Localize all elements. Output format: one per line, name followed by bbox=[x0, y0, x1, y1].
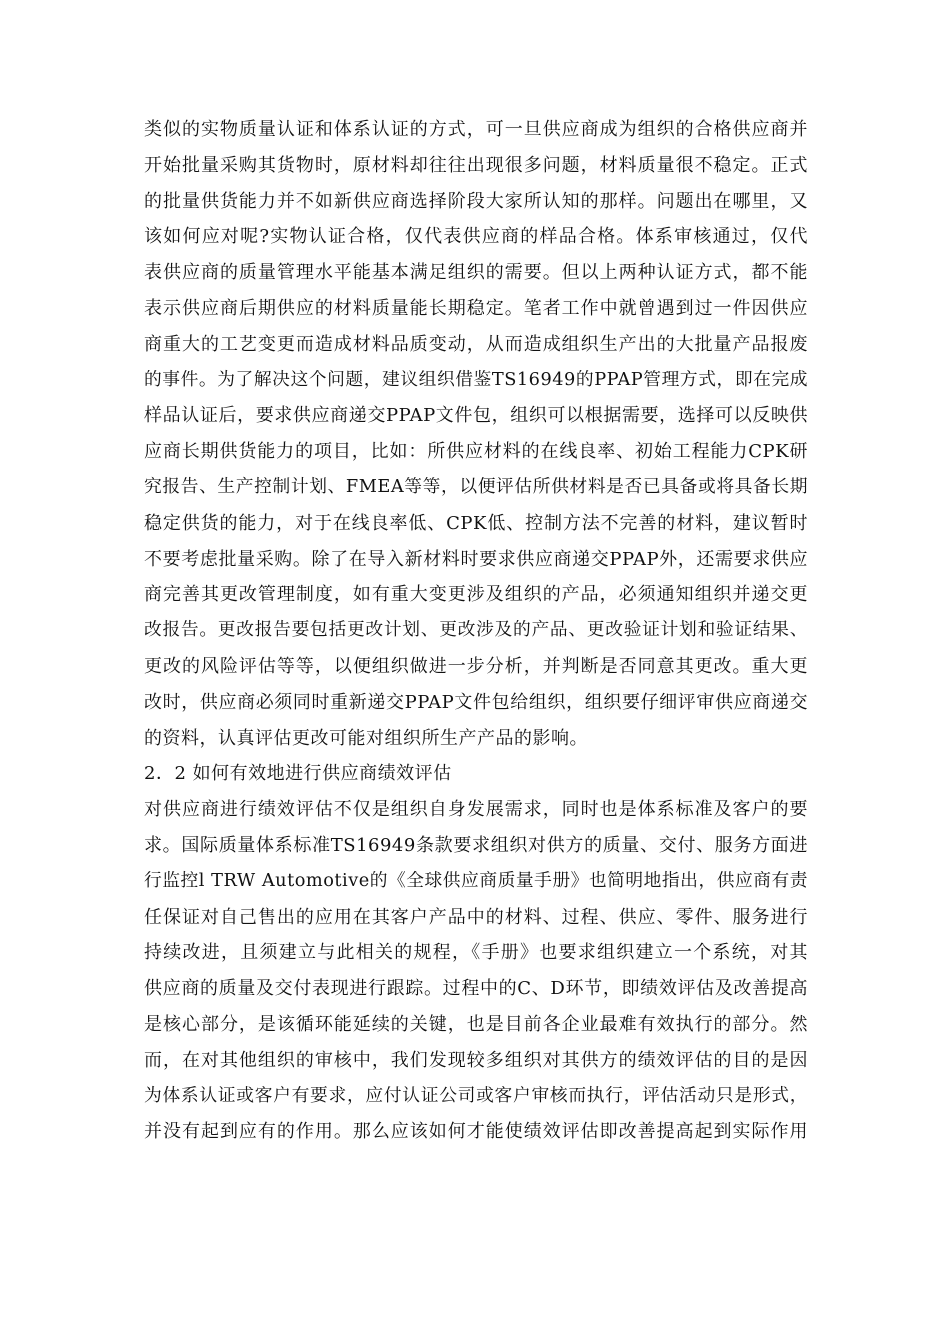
paragraph-line: 开始批量采购其货物时，原材料却往往出现很多问题，材料质量很不稳定。正式 bbox=[144, 154, 808, 176]
paragraph-line: 求。国际质量体系标准TS16949条款要求组织对供方的质量、交付、服务方面进 bbox=[144, 834, 808, 856]
paragraph-line: 行监控l TRW Automotive的《全球供应商质量手册》也简明地指出，供应商有责 bbox=[144, 870, 808, 891]
paragraph-line: 究报告、生产控制计划、FMEA等等，以便评估所供材料是否已具备或将具备长期 bbox=[144, 476, 808, 497]
document-text-block bbox=[144, 112, 808, 1150]
paragraph-line: 是核心部分，是该循环能延续的关键，也是目前各企业最难有效执行的部分。然 bbox=[144, 1013, 808, 1035]
paragraph-line: 对供应商进行绩效评估不仅是组织自身发展需求，同时也是体系标准及客户的要 bbox=[144, 799, 808, 821]
paragraph-line: 商重大的工艺变更而造成材料品质变动，从而造成组织生产出的大批量产品报废 bbox=[144, 333, 808, 355]
paragraph-line: 稳定供货的能力，对于在线良率低、CPK低、控制方法不完善的材料，建议暂时 bbox=[144, 512, 808, 534]
paragraph-line: 应商长期供货能力的项目，比如：所供应材料的在线良率、初始工程能力CPK研 bbox=[144, 441, 808, 463]
paragraph-line: 样品认证后，要求供应商递交PPAP文件包，组织可以根据需要，选择可以反映供 bbox=[144, 405, 808, 427]
paragraph-line: 改报告。更改报告要包括更改计划、更改涉及的产品、更改验证计划和验证结果、 bbox=[144, 620, 808, 641]
paragraph-line: 更改的风险评估等等，以便组织做进一步分析，并判断是否同意其更改。重大更 bbox=[144, 655, 808, 677]
paragraph-line: 持续改进，且须建立与此相关的规程，《手册》也要求组织建立一个系统，对其 bbox=[144, 942, 808, 964]
paragraph-line: 并没有起到应有的作用。那么应该如何才能使绩效评估即改善提高起到实际作用 bbox=[144, 1121, 808, 1143]
paragraph-line: 的资料，认真评估更改可能对组织所生产产品的影响。 bbox=[144, 727, 588, 749]
paragraph-line: 任保证对自己售出的应用在其客户产品中的材料、过程、供应、零件、服务进行 bbox=[144, 906, 808, 928]
paragraph-line: 供应商的质量及交付表现进行跟踪。过程中的C、D环节，即绩效评估及改善提高 bbox=[144, 978, 808, 1000]
paragraph-line: 表示供应商后期供应的材料质量能长期稳定。笔者工作中就曾遇到过一件因供应 bbox=[144, 297, 808, 319]
paragraph-line: 商完善其更改管理制度，如有重大变更涉及组织的产品，必须通知组织并递交更 bbox=[144, 584, 808, 606]
paragraph-line: 的事件。为了解决这个问题，建议组织借鉴TS16949的PPAP管理方式，即在完成 bbox=[144, 369, 808, 390]
paragraph-line: 类似的实物质量认证和体系认证的方式，可一旦供应商成为组织的合格供应商并 bbox=[144, 119, 808, 140]
paragraph-line: 为体系认证或客户有要求，应付认证公司或客户审核而执行，评估活动只是形式， bbox=[144, 1085, 808, 1106]
paragraph-line: 而，在对其他组织的审核中，我们发现较多组织对其供方的绩效评估的目的是因 bbox=[144, 1049, 808, 1071]
paragraph-line: 不要考虑批量采购。除了在导入新材料时要求供应商递交PPAP外，还需要求供应 bbox=[144, 548, 808, 570]
paragraph-line: 表供应商的质量管理水平能基本满足组织的需要。但以上两种认证方式，都不能 bbox=[144, 262, 808, 284]
section-heading: 2．2 如何有效地进行供应商绩效评估 bbox=[144, 763, 452, 785]
paragraph-line: 的批量供货能力并不如新供应商选择阶段大家所认知的那样。问题出在哪里，又 bbox=[144, 190, 808, 212]
paragraph-line: 改时，供应商必须同时重新递交PPAP文件包给组织，组织要仔细评审供应商递交 bbox=[144, 691, 808, 713]
paragraph-line: 该如何应对呢?实物认证合格，仅代表供应商的样品合格。体系审核通过，仅代 bbox=[144, 226, 808, 248]
